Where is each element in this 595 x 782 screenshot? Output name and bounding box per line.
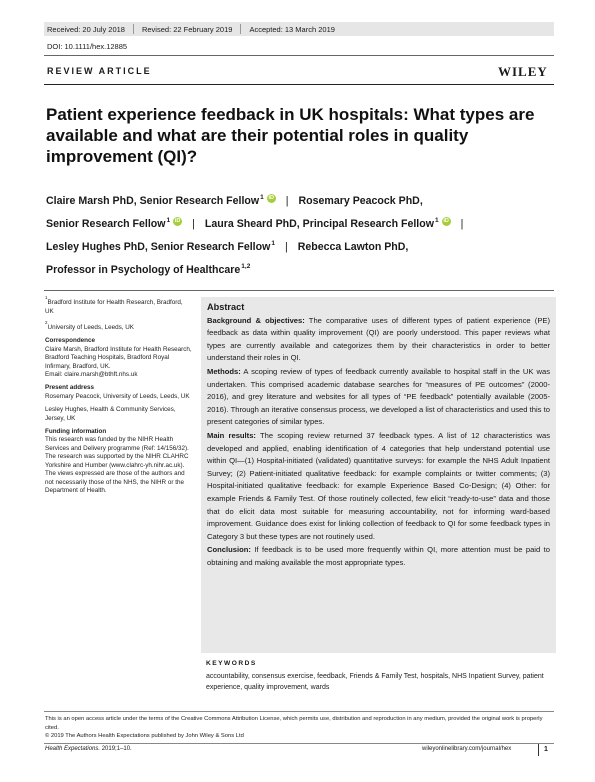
divider bbox=[44, 743, 554, 744]
author-name[interactable]: Laura Sheard PhD, Principal Research Fellow bbox=[204, 218, 434, 230]
section-text: A scoping review of types of feedback currently available to hospital staff in the UK was undertaken. This comprised academic database searches for “measures of PE outcomes” (2000-2016), and grey literature and websites for all types of “PE feedback” potentially available (2005-2016). Through an iterative consensus process, we developed a list of characteristics and used this to present categories of similar types. bbox=[207, 366, 550, 427]
abstract-results bbox=[207, 430, 550, 543]
author-name[interactable]: Rosemary Peacock PhD, bbox=[298, 195, 423, 207]
doi[interactable]: DOI: 10.1111/hex.12885 bbox=[47, 42, 128, 51]
affiliation-text: University of Leeds, Leeds, UK bbox=[47, 324, 134, 331]
affiliation-ref[interactable]: 1 bbox=[166, 217, 171, 224]
author-separator: | bbox=[284, 241, 288, 253]
revised-date: Revised: 22 February 2019 bbox=[141, 24, 233, 34]
received-date: Received: 20 July 2018 bbox=[47, 24, 125, 34]
section-text: The comparative uses of different types of patient experience (PE) feedback as data within quality improvement (QI) are poorly understood. This paper reviews what types are currently available and categorizes them by their characteristics in order to better understand their roles in QI. bbox=[207, 315, 550, 363]
author-name[interactable]: Lesley Hughes PhD, Senior Research Fellow bbox=[46, 241, 271, 253]
correspondence-heading: Correspondence bbox=[45, 337, 96, 345]
author-name[interactable]: Claire Marsh PhD, Senior Research Fellow bbox=[46, 195, 260, 207]
divider bbox=[44, 711, 554, 712]
author-name[interactable]: Professor in Psychology of Healthcare bbox=[46, 264, 241, 276]
affiliation-ref[interactable]: 1 bbox=[271, 240, 275, 247]
correspondence bbox=[45, 337, 193, 379]
page-number: 1 bbox=[544, 746, 548, 753]
section-label: Main results: bbox=[207, 430, 256, 440]
funding-info bbox=[45, 428, 193, 495]
copyright-notice: © 2019 The Authors Health Expectations published by John Wiley & Sons Ltd bbox=[45, 733, 244, 739]
affiliation-number: 2 bbox=[45, 319, 48, 325]
correspondence-text: Claire Marsh, Bradford Institute for Health Research, Bradford Teaching Hospitals, Bradford Royal Infirmary, Bradford, UK. bbox=[45, 345, 192, 370]
author-separator: | bbox=[285, 195, 289, 207]
divider bbox=[44, 55, 554, 56]
correspondence-email[interactable]: Email: claire.marsh@bthft.nhs.uk bbox=[45, 371, 138, 379]
divider bbox=[538, 744, 539, 756]
section-text: The scoping review returned 37 feedback types. A list of 12 characteristics was developed and applied, enabling identification of 4 categories that help understand potential use within QI—(1) Hospital-initiated (validated) quantitative surveys: for example the NHS Adult Inpatient Survey; (2) Patient-initiated qualitative feedback: for example complaints or twitter comments; (3) Hospital-initiated qualitative feedback: for example Experience Based Co-Design; (4) Other: for example Friends & Family Test. Of those routinely collected, few elicit “ready-to-use” data and those that do elicit data most suitable for measuring accountability, not for informing ward-based improvement. Guidance does exist for linking collection of feedback to QI for some feedback types in Category 3 but these types are not routinely used. bbox=[207, 430, 550, 541]
author-row bbox=[46, 213, 546, 236]
journal-name: Health Expectations. bbox=[45, 746, 101, 752]
author-list bbox=[46, 190, 546, 282]
article-title: Patient experience feedback in UK hospitals: What types are available and what are their potential roles in quality improvement (QI)? bbox=[46, 105, 535, 166]
accepted-date: Accepted: 13 March 2019 bbox=[249, 24, 335, 34]
affiliation bbox=[45, 296, 193, 316]
keywords-heading: KEYWORDS bbox=[206, 660, 257, 667]
article-type: REVIEW ARTICLE bbox=[47, 66, 152, 76]
license-notice: This is an open access article under the terms of the Creative Commons Attribution License, which permits use, distribution and reproduction in any medium, provided the original work is properly cited. bbox=[45, 716, 543, 731]
section-text: If feedback is to be used more frequently within QI, more attention must be paid to obtaining and making available the most appropriate types. bbox=[207, 545, 550, 567]
funding-heading: Funding information bbox=[45, 428, 107, 436]
present-address bbox=[45, 384, 193, 423]
abstract-conclusion bbox=[207, 544, 550, 569]
author-separator: | bbox=[192, 218, 195, 230]
affiliation-ref[interactable]: 1 bbox=[260, 194, 264, 201]
author-row bbox=[46, 259, 546, 282]
divider bbox=[44, 290, 554, 291]
article-info-column bbox=[45, 296, 193, 500]
journal-url[interactable]: wileyonlinelibrary.com/journal/hex bbox=[422, 746, 512, 752]
date-separator bbox=[240, 24, 241, 34]
keywords-text: accountability, consensus exercise, feedback, Friends & Family Test, hospitals, NHS Inpatient Survey, patient experience, quality improvement, wards bbox=[206, 673, 544, 692]
abstract-background bbox=[207, 315, 550, 365]
publisher-logo: WILEY bbox=[498, 64, 548, 79]
author-name[interactable]: Senior Research Fellow bbox=[46, 218, 166, 230]
abstract-methods bbox=[207, 366, 550, 429]
date-separator bbox=[133, 24, 134, 34]
author-separator: | bbox=[460, 218, 464, 230]
author-name[interactable]: Rebecca Lawton PhD, bbox=[297, 241, 409, 253]
present-address-text: Lesley Hughes, Health & Community Services, Jersey, UK bbox=[45, 406, 176, 422]
section-label: Background & objectives: bbox=[207, 315, 305, 325]
funding-text: This research was funded by the NIHR Health Services and Delivery programme (Ref: 14/156/32). The research was supported by the NIHR CLAHRC Yorkshire and Humber (www.clahrc-yh.nihr.ac.uk). The views expressed are those of the authors and not necessarily those of the NHS, the NIHR or the Department of Health. bbox=[45, 436, 189, 494]
present-address-heading: Present address bbox=[45, 384, 95, 392]
affiliation-text: Bradford Institute for Health Research, Bradford, UK bbox=[45, 299, 183, 315]
affiliation bbox=[45, 321, 193, 333]
affiliation-ref[interactable]: 1,2 bbox=[241, 263, 251, 270]
orcid-icon[interactable]: iD bbox=[268, 195, 274, 201]
journal-info: 2019;1–10. bbox=[100, 746, 132, 752]
abstract-box bbox=[201, 297, 556, 653]
journal-citation bbox=[45, 746, 132, 752]
abstract-heading: Abstract bbox=[207, 302, 245, 312]
affiliation-ref[interactable]: 1 bbox=[434, 217, 439, 224]
section-label: Methods: bbox=[207, 366, 241, 376]
author-row bbox=[46, 190, 546, 213]
orcid-icon[interactable]: iD bbox=[174, 218, 181, 224]
author-row bbox=[46, 236, 546, 259]
divider bbox=[44, 84, 554, 85]
dates-bar bbox=[44, 22, 554, 36]
section-label: Conclusion: bbox=[207, 545, 251, 555]
present-address-text: Rosemary Peacock, University of Leeds, Leeds, UK bbox=[45, 392, 190, 400]
affiliation-number: 1 bbox=[45, 295, 48, 300]
orcid-icon[interactable]: iD bbox=[443, 218, 449, 224]
